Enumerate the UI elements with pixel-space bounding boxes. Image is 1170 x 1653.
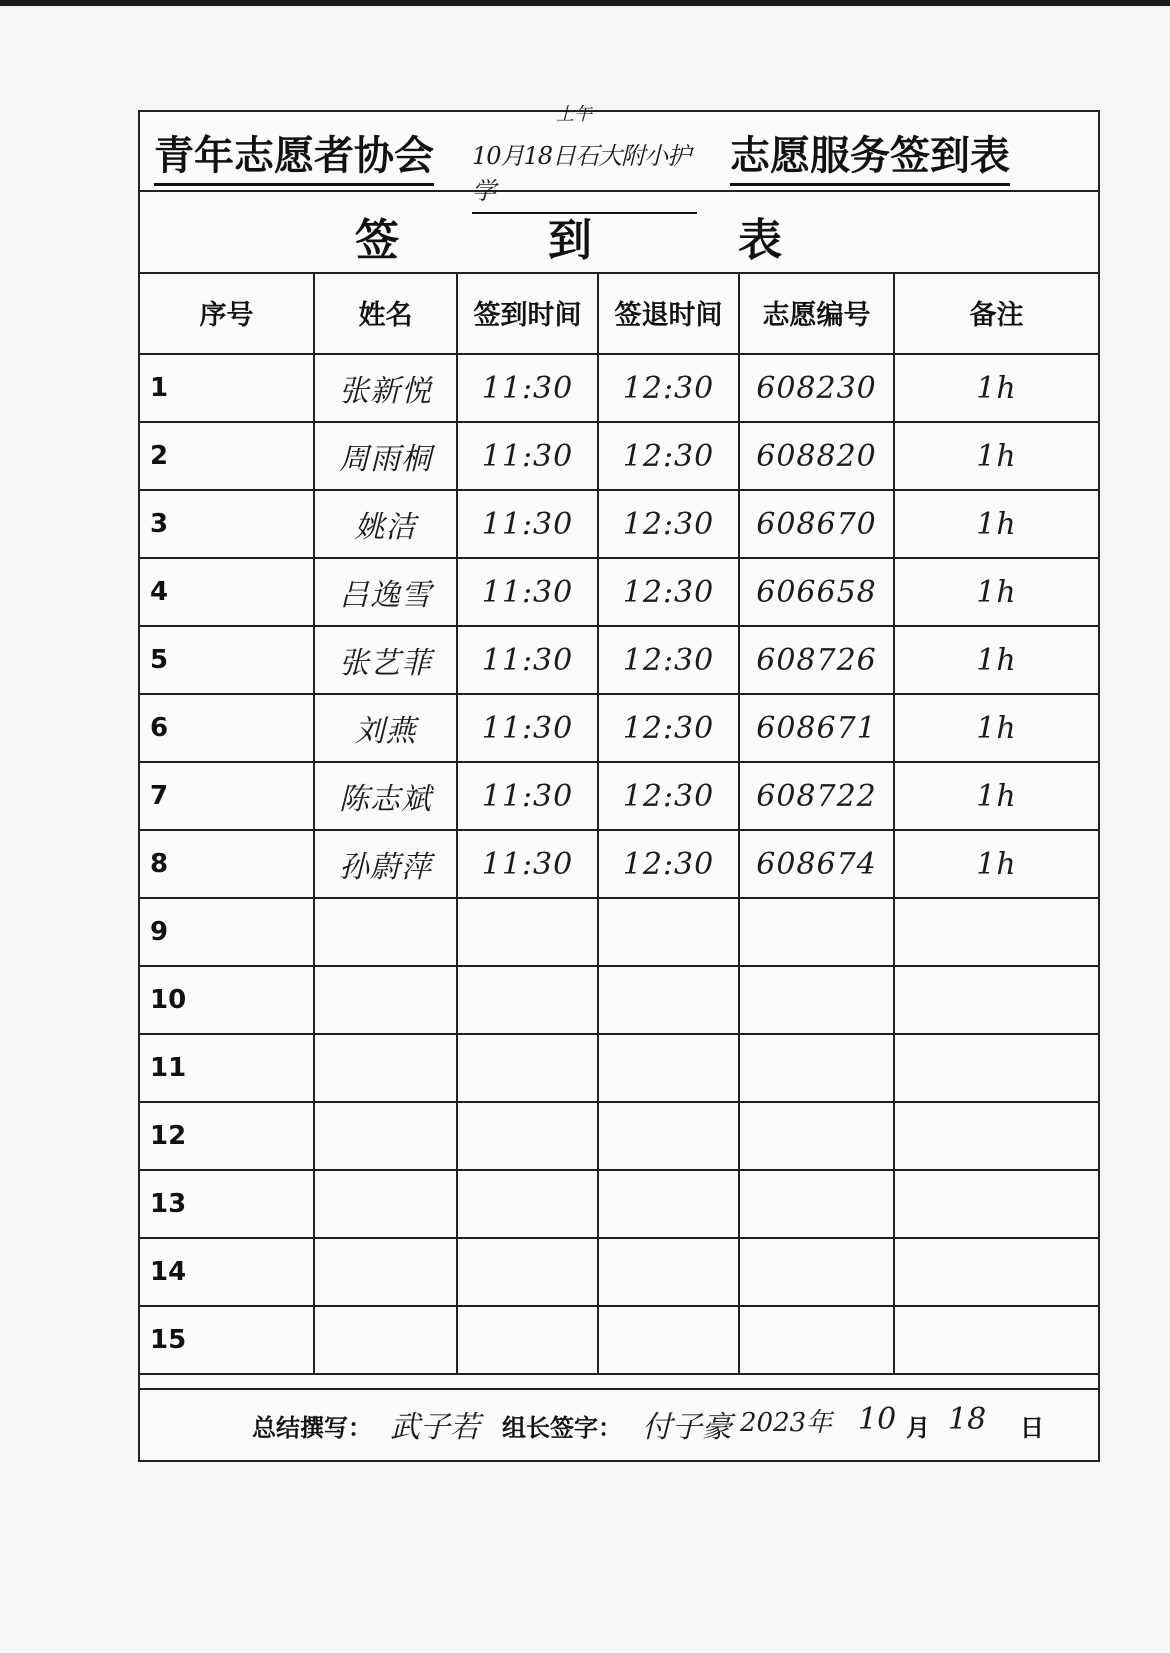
checkin-time: 11:30: [457, 762, 598, 830]
volunteer-name: 孙蔚萍: [314, 830, 457, 898]
checkin-time: [457, 898, 598, 966]
row-number: 1: [140, 354, 314, 422]
checkin-time: [457, 1170, 598, 1238]
volunteer-id: [739, 1170, 894, 1238]
sign-in-sheet: [138, 104, 1100, 1462]
checkin-time: 11:30: [457, 830, 598, 898]
checkout-time: [598, 1306, 739, 1374]
checkin-time: 11:30: [457, 558, 598, 626]
title-form-name: 志愿服务签到表: [730, 124, 1010, 186]
top-edge: [0, 0, 1170, 6]
table-row: [140, 966, 1098, 1034]
row-number: 3: [140, 490, 314, 558]
row-number: 4: [140, 558, 314, 626]
footer-row: [140, 1388, 1098, 1460]
remarks: 1h: [894, 558, 1098, 626]
remarks: [894, 1306, 1098, 1374]
checkin-time: 11:30: [457, 490, 598, 558]
summary-label: 总结撰写：: [252, 1414, 372, 1442]
volunteer-id: 608726: [739, 626, 894, 694]
row-number: 7: [140, 762, 314, 830]
row-number: 13: [140, 1170, 314, 1238]
handwritten-above-note: 上午: [556, 104, 592, 125]
table-row: [140, 558, 1098, 626]
checkin-time: [457, 1034, 598, 1102]
checkout-time: 12:30: [598, 490, 739, 558]
table-row: [140, 1102, 1098, 1170]
table-row: [140, 1306, 1098, 1374]
checkout-time: 12:30: [598, 558, 739, 626]
table-row: [140, 490, 1098, 558]
table-row: [140, 762, 1098, 830]
leader-signature: 付子豪: [642, 1410, 732, 1445]
volunteer-id: 608230: [739, 354, 894, 422]
volunteer-id: [739, 898, 894, 966]
volunteer-name: 吕逸雪: [314, 558, 457, 626]
checkin-time: [457, 1238, 598, 1306]
subtitle-char: 表: [738, 215, 782, 266]
row-number: 12: [140, 1102, 314, 1170]
remarks: 1h: [894, 626, 1098, 694]
date-year: 2023年: [740, 1408, 833, 1438]
table-row: [140, 354, 1098, 422]
col-header-name: 姓名: [314, 272, 457, 354]
volunteer-name: [314, 1034, 457, 1102]
col-header-number: 序号: [140, 272, 314, 354]
summary-signature: 武子若: [390, 1410, 480, 1445]
volunteer-name: 周雨桐: [314, 422, 457, 490]
volunteer-id: [739, 1102, 894, 1170]
row-number: 9: [140, 898, 314, 966]
checkin-time: 11:30: [457, 626, 598, 694]
row-number: 5: [140, 626, 314, 694]
checkout-time: [598, 1170, 739, 1238]
remarks: [894, 1170, 1098, 1238]
date-day-value: 18: [948, 1402, 987, 1437]
remarks: 1h: [894, 694, 1098, 762]
remarks: 1h: [894, 490, 1098, 558]
volunteer-id: [739, 1034, 894, 1102]
remarks: [894, 966, 1098, 1034]
checkout-time: [598, 966, 739, 1034]
remarks: [894, 898, 1098, 966]
row-number: 11: [140, 1034, 314, 1102]
col-header-checkin: 签到时间: [457, 272, 598, 354]
volunteer-name: [314, 898, 457, 966]
date-month-value: 10: [858, 1402, 897, 1437]
volunteer-name: [314, 1238, 457, 1306]
remarks: [894, 1034, 1098, 1102]
volunteer-id: 606658: [739, 558, 894, 626]
checkin-time: [457, 1306, 598, 1374]
volunteer-name: 张艺菲: [314, 626, 457, 694]
title-row: [140, 104, 1098, 205]
volunteer-name: 陈志斌: [314, 762, 457, 830]
volunteer-name: [314, 1102, 457, 1170]
volunteer-name: [314, 966, 457, 1034]
checkout-time: [598, 1034, 739, 1102]
volunteer-name: 张新悦: [314, 354, 457, 422]
table-row: [140, 694, 1098, 762]
remarks: 1h: [894, 422, 1098, 490]
subtitle-char: 到: [548, 215, 592, 266]
col-header-volunteer-id: 志愿编号: [739, 272, 894, 354]
row-number: 15: [140, 1306, 314, 1374]
table-row: [140, 1238, 1098, 1306]
volunteer-id: [739, 1306, 894, 1374]
checkout-time: [598, 1102, 739, 1170]
checkout-time: [598, 898, 739, 966]
checkin-time: 11:30: [457, 422, 598, 490]
date-day-label: 日: [1020, 1414, 1044, 1442]
volunteer-id: 608820: [739, 422, 894, 490]
volunteer-id: [739, 966, 894, 1034]
row-number: 2: [140, 422, 314, 490]
volunteer-id: 608674: [739, 830, 894, 898]
attendance-table: [140, 272, 1098, 1375]
volunteer-id: [739, 1238, 894, 1306]
remarks: 1h: [894, 830, 1098, 898]
table-row: [140, 898, 1098, 966]
checkin-time: 11:30: [457, 354, 598, 422]
checkout-time: 12:30: [598, 694, 739, 762]
row-number: 8: [140, 830, 314, 898]
checkout-time: 12:30: [598, 830, 739, 898]
checkin-time: [457, 1102, 598, 1170]
table-row: [140, 422, 1098, 490]
remarks: [894, 1102, 1098, 1170]
col-header-checkout: 签退时间: [598, 272, 739, 354]
title-organization: 青年志愿者协会: [154, 124, 434, 186]
table-row: [140, 1034, 1098, 1102]
checkout-time: [598, 1238, 739, 1306]
checkin-time: 11:30: [457, 694, 598, 762]
row-number: 10: [140, 966, 314, 1034]
volunteer-id: 608670: [739, 490, 894, 558]
handwritten-event: 10月18日石大附小护学: [472, 136, 697, 214]
checkout-time: 12:30: [598, 422, 739, 490]
volunteer-name: 刘燕: [314, 694, 457, 762]
checkout-time: 12:30: [598, 626, 739, 694]
volunteer-name: [314, 1170, 457, 1238]
leader-label: 组长签字：: [502, 1414, 622, 1442]
table-row: [140, 830, 1098, 898]
row-number: 14: [140, 1238, 314, 1306]
volunteer-id: 608671: [739, 694, 894, 762]
col-header-remarks: 备注: [894, 272, 1098, 354]
checkout-time: 12:30: [598, 354, 739, 422]
remarks: [894, 1238, 1098, 1306]
checkout-time: 12:30: [598, 762, 739, 830]
volunteer-name: [314, 1306, 457, 1374]
table-row: [140, 1170, 1098, 1238]
remarks: 1h: [894, 762, 1098, 830]
subtitle-row: [140, 190, 1098, 274]
subtitle-char: 签: [355, 215, 399, 266]
date-month-label: 月: [906, 1414, 930, 1442]
row-number: 6: [140, 694, 314, 762]
checkin-time: [457, 966, 598, 1034]
volunteer-name: 姚洁: [314, 490, 457, 558]
remarks: 1h: [894, 354, 1098, 422]
volunteer-id: 608722: [739, 762, 894, 830]
table-row: [140, 626, 1098, 694]
table-header-row: [140, 272, 1098, 354]
